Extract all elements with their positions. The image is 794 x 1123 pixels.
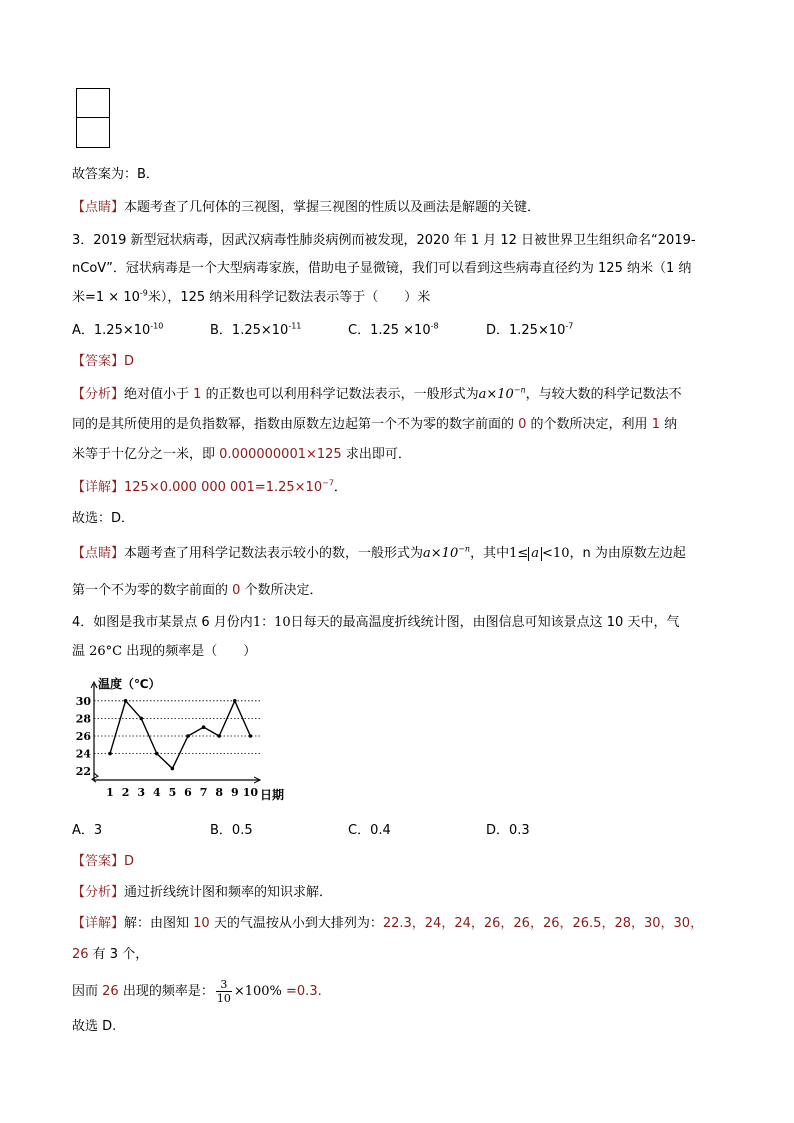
q3-option-c: C．$1.25 \times 10^{-8}$ — [348, 321, 439, 338]
q4-option-d: D．0.3 — [486, 823, 530, 838]
x-tick-label: 10 — [242, 786, 259, 799]
y-tick-label: 24 — [75, 747, 91, 761]
q4-analysis: 【分析】通过折线统计图和频率的知识求解． — [72, 885, 333, 900]
q3-comment-1: 【点睛】本题考查了用科学记数法表示较小的数，一般形式为$a\times 10^{-n}$，其中1≤ a <10，n 为由原数左边起 — [72, 544, 686, 561]
data-point — [171, 767, 175, 771]
q3-detail: 【详解】125×0.000 000 $001=1.25\times 10^{-7}$． — [72, 478, 347, 495]
x-tick-label: 2 — [121, 786, 130, 799]
axis-break — [92, 773, 98, 782]
q4-detail-1: 【详解】解：由图知 10 天的气温按从小到大排列为：22.3，24，24，26，26，26，26.5，28，30，30， — [72, 916, 704, 931]
q4-line2: 温 26°C 出现的频率是（ ） — [72, 644, 257, 659]
q3-answer: 【答案】D — [72, 354, 135, 369]
data-point — [217, 734, 221, 738]
x-tick-label: 6 — [184, 786, 192, 799]
q4-choose: 故选 D. — [72, 1019, 117, 1034]
temperature-line-chart — [72, 672, 302, 804]
data-point — [139, 717, 143, 721]
y-tick-label: 28 — [75, 712, 91, 726]
q3-analysis-2: 同的是其所使用的是负指数幂，指数由原数左边起第一个不为零的数字前面的 0 的个数所决定，利用 1 纳 — [72, 417, 678, 432]
data-point — [186, 734, 190, 738]
x-tick-label: 3 — [137, 786, 146, 799]
three-view-figure — [76, 88, 110, 148]
q3-line2: nCoV”．冠状病毒是一个大型病毒家族，借助电子显微镜，我们可以看到这些病毒直径约为 125 纳米（1 纳 — [72, 261, 692, 276]
q2-comment: 【点睛】本题考查了几何体的三视图，掌握三视图的性质以及画法是解题的关键． — [72, 200, 541, 215]
data-point — [249, 734, 253, 738]
data-point — [233, 699, 237, 703]
q4-answer: 【答案】D — [72, 854, 135, 869]
y-tick-label: 30 — [75, 694, 91, 708]
q3-line3: 米$=1 \times 10^{-9}$米），125 纳米用科学记数法表示等于（ ）米 — [72, 288, 431, 305]
x-tick-label: 7 — [199, 786, 208, 799]
y-tick-label: 26 — [75, 730, 91, 743]
series-line — [110, 701, 250, 769]
q3-comment-2: 第一个不为零的数字前面的 0 个数所决定． — [72, 583, 323, 598]
q3-option-b: B．$1.25\times 10^{-11}$ — [210, 321, 302, 338]
q4-option-b: B．0.5 — [210, 823, 253, 838]
y-tick-label: 22 — [75, 765, 91, 779]
chart-grid — [94, 701, 260, 754]
answer-line: 故答案为：B． — [72, 167, 159, 182]
x-tick-label: 4 — [152, 786, 161, 799]
x-tick-label: 5 — [168, 786, 177, 799]
data-point — [108, 752, 112, 756]
x-tick-label: 9 — [230, 786, 239, 799]
fraction: $\frac{3}{10}$ — [216, 978, 231, 1005]
q4-detail-2: 26 有 3 个， — [72, 947, 149, 962]
x-tick-label: 8 — [215, 786, 224, 799]
chart-series — [108, 699, 252, 770]
q4-line1: 4．如图是我市某景点 6 月份内1：10日每天的最高温度折线统计图，由图信息可知该景点这 10 天中，气 — [72, 615, 680, 630]
y-axis-label: 温度（℃） — [98, 677, 161, 691]
comment-tag: 【点睛】 — [72, 200, 125, 215]
q3-analysis-1: 【分析】绝对值小于 1 的正数也可以利用科学记数法表示，一般形式为$a\times 10^{-n}$，与较大数的科学记数法不 — [72, 385, 682, 402]
q4-detail-3: 因而 26 出现的频率是： $\frac{3}{10}$ ×100% =0.3. — [72, 978, 322, 1005]
x-tick-label: 1 — [106, 786, 114, 799]
q3-analysis-3: 米等于十亿分之一米，即 0.000000001×125 求出即可． — [72, 447, 411, 462]
data-point — [202, 725, 206, 729]
x-axis-label: 日期 — [260, 788, 285, 802]
q3-line1: 3．2019 新型冠状病毒，因武汉病毒性肺炎病例而被发现，2020 年 1 月 12 日被世界卫生组织命名“2019- — [72, 233, 696, 248]
q4-option-a: A．3 — [72, 823, 103, 838]
q3-option-d: D．$1.25\times 10^{-7}$ — [486, 321, 574, 338]
data-point — [124, 699, 128, 703]
data-point — [155, 752, 159, 756]
q3-choose: 故选：D． — [72, 511, 135, 526]
q3-option-a: A．$1.25\times 10^{-10}$ — [72, 321, 164, 338]
q4-option-c: C．0.4 — [348, 823, 391, 838]
